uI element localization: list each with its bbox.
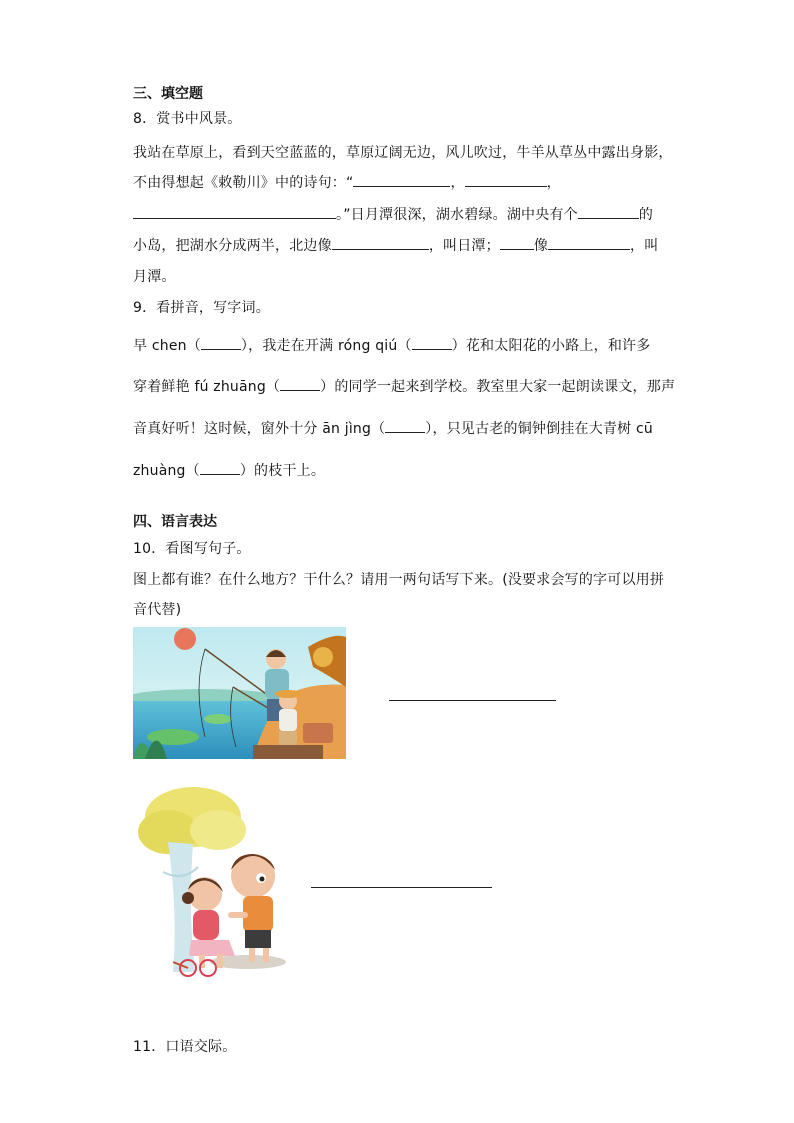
question-10-instruction-line-2: 音代替) [133, 602, 182, 618]
question-8-line-3 [133, 204, 653, 224]
question-9-title: 9．看拼音，写字词。 [133, 300, 270, 316]
fill-blank-poem-1[interactable] [353, 172, 450, 187]
question-8-title: 8．赏书中风景。 [133, 111, 242, 127]
question-8-line-3-end: 的 [638, 207, 654, 223]
children-helping-image [133, 772, 310, 990]
fill-blank-south[interactable] [500, 235, 534, 250]
comma: ， [450, 175, 465, 191]
question-8-line-4 [133, 235, 658, 255]
question-8-line-1: 我站在草原上，看到天空蓝蓝的，草原辽阔无边，风儿吹过，牛羊从草丛中露出身影， [133, 145, 673, 161]
question-9-line-3-text: 音真好听！这时候，窗外十分 ān jìng（ [133, 421, 386, 437]
question-10-instruction-line-1: 图上都有谁？在什么地方？干什么？请用一两句话写下来。(没要求会写的字可以用拼 [133, 572, 665, 588]
question-9-line-2-text: 穿着鲜艳 fú zhuāng（ [133, 379, 281, 395]
fill-blank-island[interactable] [578, 204, 639, 219]
fill-blank-south-shape[interactable] [548, 235, 630, 250]
comma: ， [546, 175, 561, 191]
question-9-line-1-text-2: ），我走在开满 róng qiú（ [240, 338, 412, 354]
question-9-line-3-text-2: ），只见古老的铜钟倒挂在大青树 cū [425, 421, 653, 437]
question-8-line-4-text-3: 像 [533, 238, 549, 254]
question-9-line-4 [133, 460, 325, 480]
fishing-scene-image [133, 627, 346, 759]
fill-blank-rongqiu[interactable] [412, 337, 452, 350]
section-4-heading: 四、语言表达 [133, 514, 217, 530]
question-9-line-4-text-2: ）的枝干上。 [239, 463, 326, 479]
question-9-line-1-text-3: ）花和太阳花的小路上，和许多 [451, 338, 651, 354]
question-9-line-2 [133, 376, 675, 396]
question-9-line-2-text-2: ）的同学一起来到学校。教室里大家一起朗读课文，那声 [320, 379, 676, 395]
question-8-line-3-text: 。”日月潭很深，湖水碧绿。湖中央有个 [336, 207, 578, 223]
fill-blank-north[interactable] [332, 235, 429, 250]
question-9-line-4-text: zhuàng（ [133, 463, 200, 479]
question-9-line-3 [133, 418, 653, 438]
answer-line-picture-1[interactable] [389, 700, 556, 701]
fill-blank-chen[interactable] [201, 337, 241, 350]
question-9-line-1 [133, 335, 650, 355]
question-8-line-4-text-2: ，叫日潭； [428, 238, 500, 254]
question-8-line-4-text: 小岛，把湖水分成两半，北边像 [133, 238, 332, 254]
question-8-line-5: 月潭。 [133, 269, 176, 285]
answer-line-picture-2[interactable] [311, 887, 492, 888]
question-10-title: 10．看图写句子。 [133, 541, 251, 557]
question-9-line-1-text: 早 chen（ [133, 338, 201, 354]
fill-blank-fuzhuang[interactable] [280, 378, 320, 391]
question-8-line-2 [133, 172, 561, 192]
fill-blank-anjing[interactable] [385, 420, 425, 433]
question-8-line-4-text-4: ，叫 [630, 238, 659, 254]
fill-blank-poem-3[interactable] [133, 204, 336, 219]
fill-blank-cuzhuang[interactable] [200, 462, 240, 475]
question-11-title: 11．口语交际。 [133, 1039, 237, 1055]
fill-blank-poem-2[interactable] [465, 172, 547, 187]
section-3-heading: 三、填空题 [133, 86, 203, 102]
question-8-line-2-text: 不由得想起《敕勒川》中的诗句：“ [133, 175, 354, 191]
